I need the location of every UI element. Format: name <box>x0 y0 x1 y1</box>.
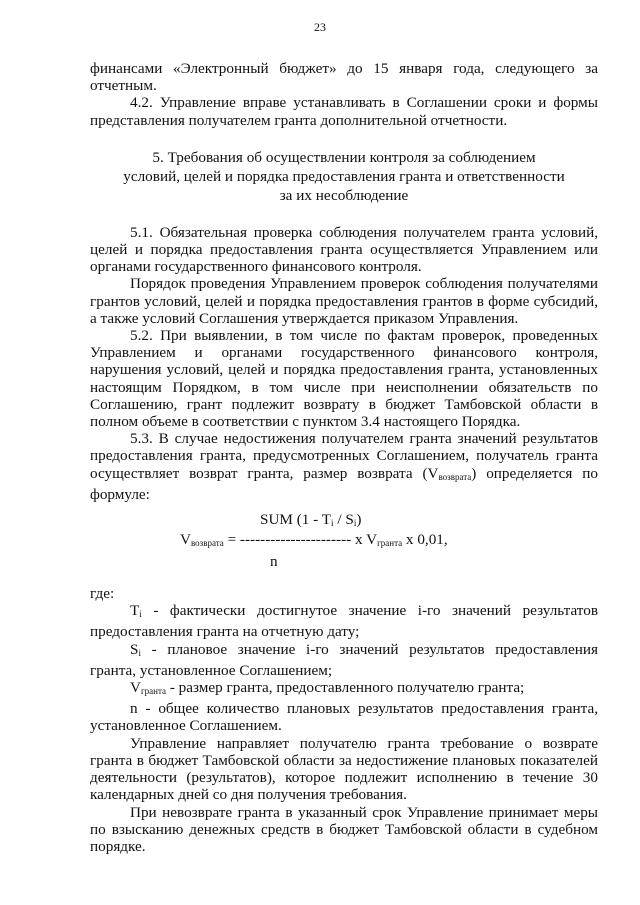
paragraph-5-1: 5.1. Обязательная проверка соблюдения получателем гранта условий, целей и порядка предоставления гранта осуществляется Управлением или органами государственного финансового контроля. <box>90 223 598 276</box>
refund-formula <box>90 507 598 575</box>
definition-n: n - общее количество плановых результатов предоставления гранта, установленное Соглашением. <box>90 700 598 735</box>
page-number: 23 <box>314 20 326 34</box>
paragraph-5-3: 5.3. В случае недостижения получателем гранта значений результатов предоставления гранта, предусмотренных Соглашением, получатель гранта осуществляет возврат гранта, размер возврата $(V_{возврата})$ определяется по формуле: <box>90 430 598 503</box>
paragraph-check-order: Порядок проведения Управлением проверок соблюдения получателями грантов условий, целей и порядка предоставления грантов в форме субсидий, а также условий Соглашения утверждается приказом Управления. <box>90 275 598 327</box>
formula-main-line: $V_{возврата}$ = ---------------------- x $V_{гранта}$ x 0,01, <box>180 531 448 549</box>
heading-line-1: 5. Требования об осуществлении контроля за соблюдением <box>152 148 536 166</box>
paragraph-nonreturn: При невозврате гранта в указанный срок Управление принимает меры по взысканию денежных средств в бюджет Тамбовской области в судебном порядке. <box>90 803 598 855</box>
paragraph-5-2: 5.2. При выявлении, в том числе по фактам проверок, проведенных Управлением и органами государственного финансового контроля, нарушения условий, целей и порядка предоставления гранта, установленных настоящим Порядком, в том числе при неисполнении обязательств по Соглашению, грант подлежит возврату в бюджет Тамбовской области в полном объеме в соответствии с пунктом 3.4 настоящего Порядка. <box>90 327 598 431</box>
paragraph-demand: Управление направляет получателю гранта требование о возврате гранта в бюджет Тамбовской области за недостижение плановых показателей деятельности (результатов), которое подлежит исполнению в течение 30 календарных дней со дня получения требования. <box>90 734 598 804</box>
document-body <box>90 60 598 855</box>
heading-line-2: условий, целей и порядка предоставления гранта и ответственности <box>123 167 565 185</box>
definition-v: $V_{гранта}$ - размер гранта, предоставленного получателю гранта; <box>130 679 525 697</box>
definition-s: $S_i$ - плановое значение i-го значений результатов предоставления гранта, установленное Соглашением; <box>90 640 598 679</box>
where-label: где: <box>90 585 115 603</box>
formula-numerator: SUM $(1 - T_i / S_i)$ <box>260 511 362 529</box>
formula-denominator: n <box>270 553 278 571</box>
heading-line-3: за их несоблюдение <box>279 186 409 204</box>
paragraph-4-2: 4.2. Управление вправе устанавливать в Соглашении сроки и формы представления получателем гранта дополнительной отчетности. <box>90 94 598 129</box>
paragraph-continuation: финансами «Электронный бюджет» до 15 января года, следующего за отчетным. <box>90 60 598 95</box>
section-heading <box>90 148 598 205</box>
definition-t: $T_i$ - фактически достигнутое значение i-го значений результатов предоставления гранта на отчетную дату; <box>90 602 598 641</box>
